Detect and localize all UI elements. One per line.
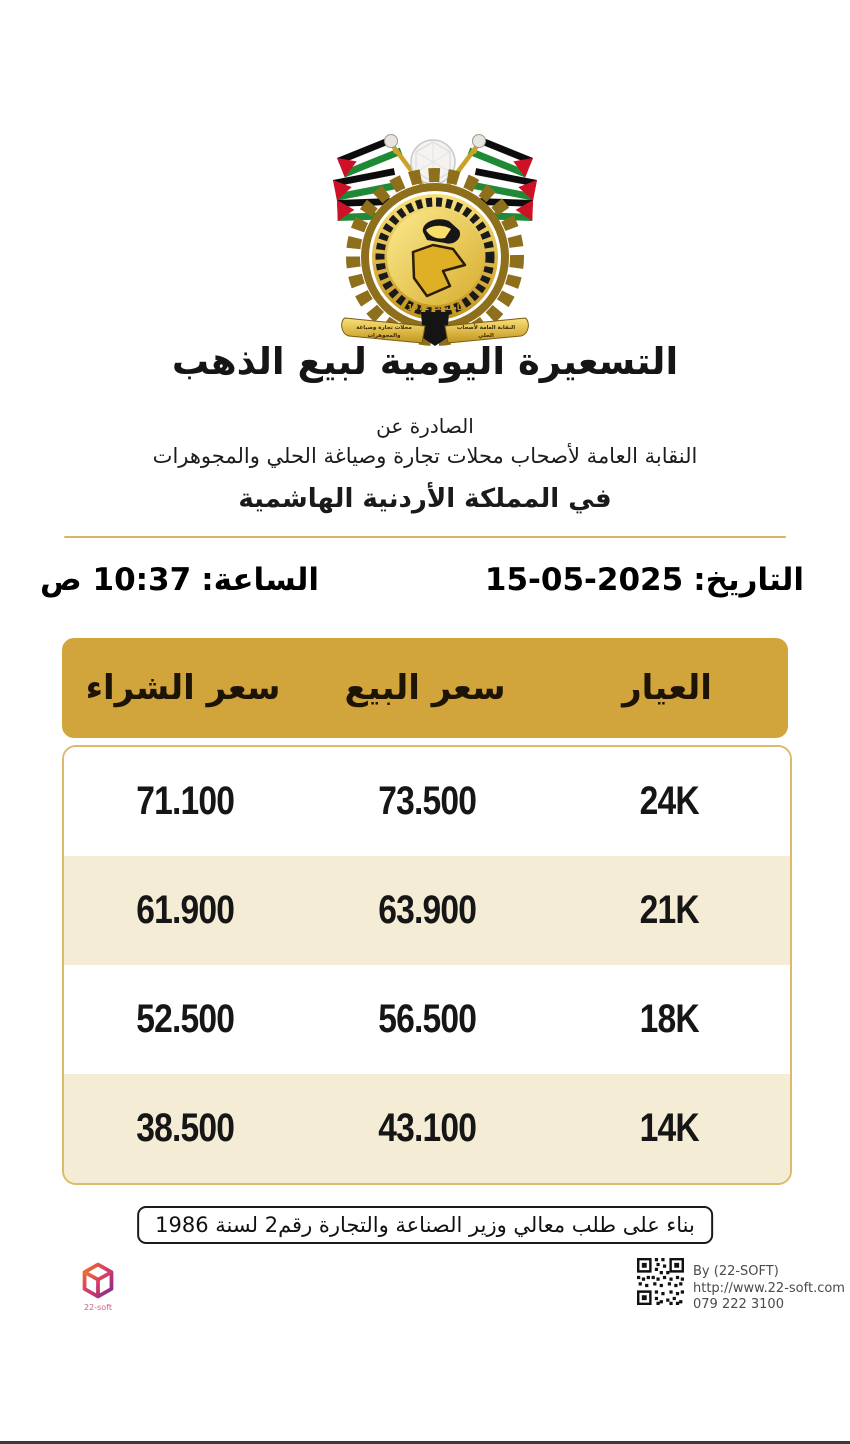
date-value: 15-05-2025 xyxy=(484,562,684,598)
sell-price-21k: 63.900 xyxy=(378,888,476,932)
date-field xyxy=(485,562,804,598)
time-value: 10:37 ص xyxy=(40,562,192,598)
vendor-text-block xyxy=(693,1258,845,1314)
gold-separator-line xyxy=(64,536,786,538)
table-row-18k xyxy=(64,965,790,1074)
decree-note: بناء على طلب معالي وزير الصناعة والتجارة رقم2 لسنة 1986 xyxy=(137,1206,713,1244)
ribbon-right-text-1: النقابة العامة لأصحاب xyxy=(456,325,516,331)
karat-21k: 21K xyxy=(639,888,699,932)
col-header-karat: العيار xyxy=(622,668,712,708)
kingdom-line: في المملكة الأردنية الهاشمية xyxy=(238,484,612,514)
syndicate-name-line: النقابة العامة لأصحاب محلات تجارة وصياغة الحلي والمجوهرات xyxy=(152,444,698,468)
karat-18k: 18K xyxy=(639,997,699,1041)
table-row-14k xyxy=(64,1074,790,1183)
time-label: الساعة: xyxy=(201,562,320,598)
vendor-by-line: By (22-SOFT) xyxy=(693,1264,779,1279)
syndicate-emblem-icon xyxy=(333,124,537,346)
page-title: التسعيرة اليومية لبيع الذهب xyxy=(171,340,679,383)
vendor-url: http://www.22-soft.com xyxy=(693,1280,845,1296)
time-field xyxy=(40,562,319,598)
qr-code-icon xyxy=(637,1258,684,1305)
buy-price-14k: 38.500 xyxy=(136,1106,234,1150)
issued-by-line: الصادرة عن xyxy=(376,414,474,438)
vendor-logo-text: 22-soft xyxy=(84,1303,112,1312)
sell-price-14k: 43.100 xyxy=(378,1106,476,1150)
datetime-row xyxy=(40,556,804,604)
buy-price-24k: 71.100 xyxy=(136,779,234,823)
syndicate-emblem-logo xyxy=(333,124,537,346)
table-row-21k xyxy=(64,856,790,965)
vendor-phone: 079 222 3100 xyxy=(693,1297,784,1313)
ribbon-left-text-1: محلات تجارة وصياغة xyxy=(356,325,412,331)
col-header-buy-price: سعر الشراء xyxy=(85,668,281,708)
date-label: التاريخ: xyxy=(693,562,804,598)
ribbon-left-text-2: والمجوهرات xyxy=(367,333,401,339)
karat-24k: 24K xyxy=(639,779,699,823)
table-row-24k xyxy=(64,747,790,856)
cube-logo-icon xyxy=(81,1262,115,1299)
vendor-credit-block xyxy=(637,1258,845,1314)
vendor-logo-22soft xyxy=(66,1262,130,1312)
price-table-body xyxy=(62,745,792,1185)
buy-price-21k: 61.900 xyxy=(136,888,234,932)
established-year-label: تأسست 1972 xyxy=(407,303,463,312)
price-table-header xyxy=(62,638,788,738)
col-header-sell-price: سعر البيع xyxy=(344,668,506,708)
buy-price-18k: 52.500 xyxy=(136,997,234,1041)
karat-14k: 14K xyxy=(639,1106,699,1150)
sell-price-18k: 56.500 xyxy=(378,997,476,1041)
ribbon-right-text-2: الحلي xyxy=(478,333,494,339)
sell-price-24k: 73.500 xyxy=(378,779,476,823)
